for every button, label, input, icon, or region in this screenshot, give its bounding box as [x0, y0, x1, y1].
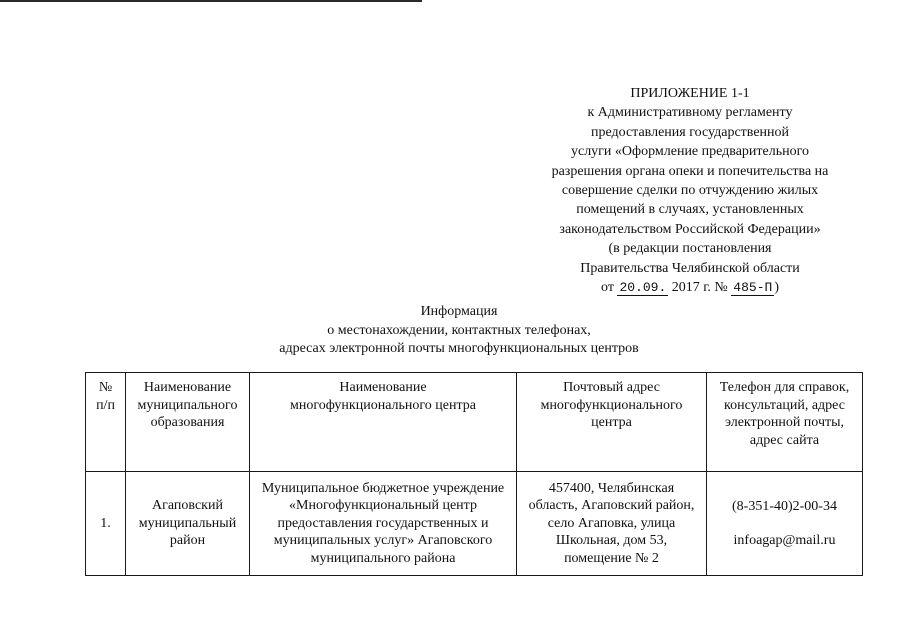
resolution-number: 485-П — [733, 280, 773, 296]
header-municipality: Наименование муниципального образования — [126, 373, 250, 472]
date-prefix: от — [601, 280, 614, 296]
appendix-line: совершение сделки по отчуждению жилых — [561, 183, 819, 199]
info-title-line: адресах электронной почты многофункциональных центров — [279, 341, 639, 356]
header-center-name: Наименование многофункционального центра — [250, 373, 517, 472]
appendix-line: к Административному регламенту — [587, 105, 793, 121]
info-title — [200, 303, 718, 359]
closing-paren: ) — [774, 280, 779, 296]
year-text: 2017 г. № — [671, 280, 728, 296]
appendix-line: услуги «Оформление предварительного — [570, 144, 810, 160]
table-header-row — [86, 373, 863, 472]
appendix-line: (в редакции постановления — [608, 241, 772, 257]
phone-number: (8-351-40)2-00-34 — [732, 499, 837, 514]
appendix-header — [520, 84, 860, 297]
mfc-table — [85, 372, 863, 576]
scan-edge-line — [0, 0, 422, 2]
appendix-line: разрешения органа опеки и попечительства на — [551, 163, 829, 179]
cell-municipality: Агаповский муниципальный район — [126, 472, 250, 576]
appendix-line: Правительства Челябинской области — [580, 260, 800, 276]
appendix-title: ПРИЛОЖЕНИЕ 1-1 — [630, 86, 750, 101]
header-address: Почтовый адрес многофункционального центра — [517, 373, 707, 472]
appendix-date-line — [520, 278, 860, 297]
header-number: № п/п — [86, 373, 126, 472]
cell-contacts — [707, 472, 863, 576]
appendix-line: законодательством Российской Федерации» — [559, 221, 821, 237]
contact-spacer — [711, 516, 858, 532]
date-value: 20.09. — [619, 280, 667, 296]
appendix-line: помещений в случаях, установленных — [576, 202, 804, 218]
cell-center-name: Муниципальное бюджетное учреждение «Многофункциональный центр предоставления государственных и муниципальных услуг» Агаповского муниципального района — [250, 472, 517, 576]
info-title-line: о местонахождении, контактных телефонах, — [327, 322, 591, 338]
header-phone: Телефон для справок, консультаций, адрес электронной почты, адрес сайта — [707, 373, 863, 472]
table-row — [86, 472, 863, 576]
cell-number: 1. — [86, 472, 126, 576]
cell-address: 457400, Челябинская область, Агаповский район, село Агаповка, улица Школьная, дом 53, помещение № 2 — [517, 472, 707, 576]
email-address: infoagap@mail.ru — [733, 532, 836, 548]
appendix-line: предоставления государственной — [590, 124, 790, 140]
info-title-line: Информация — [420, 304, 498, 319]
